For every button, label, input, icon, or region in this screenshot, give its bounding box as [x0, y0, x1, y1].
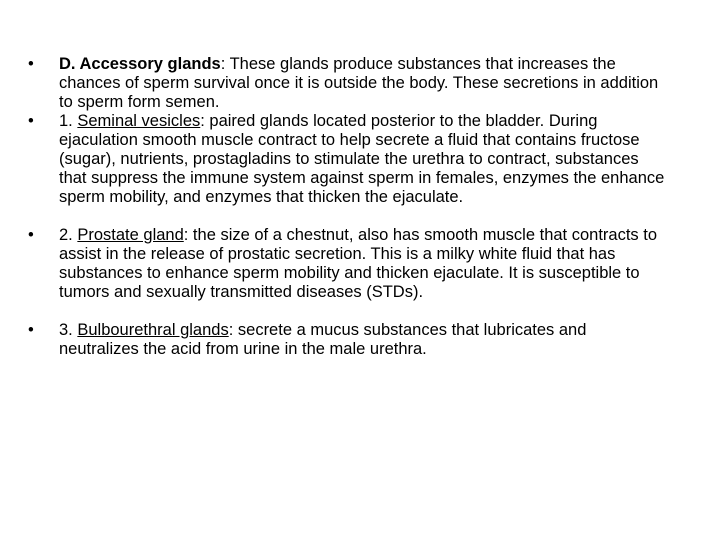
definition-accessory-glands: : These glands produce substances that increases the chances of sperm survival once it is outside the body. These secretions in addition to sperm form semen. [59, 55, 659, 111]
item-number: 2. [59, 226, 78, 244]
term-seminal-vesicles: Seminal vesicles [77, 112, 201, 130]
term-prostate-gland: Prostate gland [77, 226, 184, 244]
term-accessory-glands: D. Accessory glands [59, 55, 221, 73]
bullet-marker: • [28, 321, 34, 339]
definition-seminal-vesicles: : paired glands located posterior to the bladder. During ejaculation smooth muscle contract to help secrete a fluid that contains fructose (sugar), nutrients, prostagladins to stimulate the urethra to contract, substances that suppress the immune system against sperm in females, enzymes the enhance sperm mobility, and enzymes that thicken the ejaculate. [59, 112, 665, 206]
item-number: 1. [59, 112, 78, 130]
bullet-list [28, 55, 668, 359]
bullet-prostate-gland [28, 226, 668, 302]
definition-prostate-gland: : the size of a chestnut, also has smooth muscle that contracts to assist in the release of prostatic secretion. This is a milky white fluid that has substances to enhance sperm mobility and thicken ejaculate. It is susceptible to tumors and sexually transmitted diseases (STDs). [59, 226, 658, 301]
bullet-seminal-vesicles [28, 112, 668, 207]
bullet-marker: • [28, 112, 34, 130]
bullet-accessory-glands [28, 55, 668, 112]
item-number: 3. [59, 321, 78, 339]
bullet-marker: • [28, 55, 34, 73]
term-bulbourethral-glands: Bulbourethral glands [77, 321, 229, 339]
definition-bulbourethral-glands: : secrete a mucus substances that lubricates and neutralizes the acid from urine in the male urethra. [59, 321, 587, 358]
bullet-marker: • [28, 226, 34, 244]
bullet-bulbourethral-glands [28, 321, 668, 359]
